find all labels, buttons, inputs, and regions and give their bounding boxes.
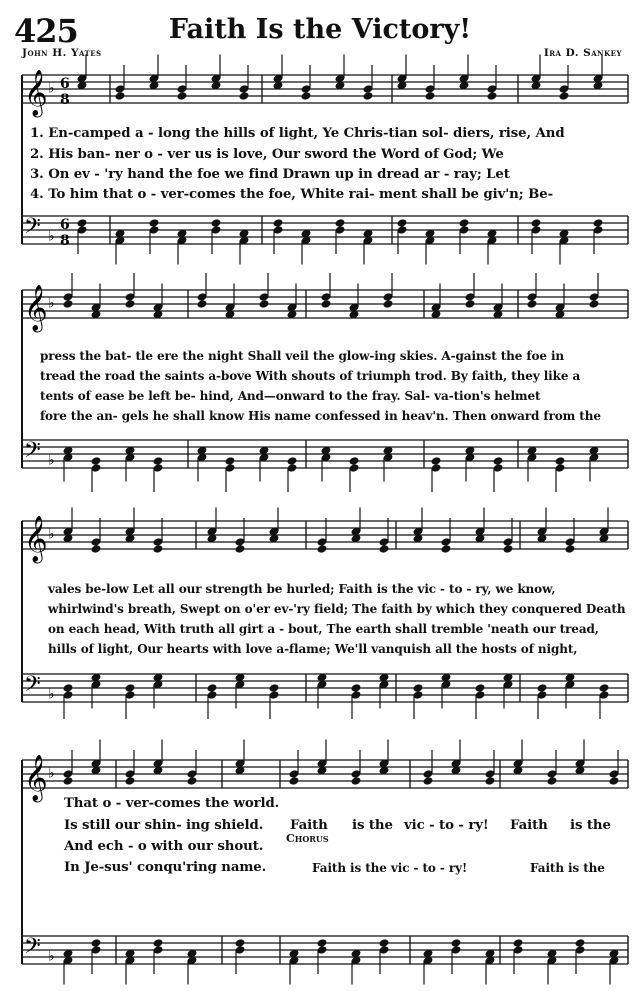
- chorus-word: Faith: [510, 818, 548, 833]
- note-head: [575, 938, 586, 948]
- note-head: [259, 299, 270, 309]
- note-head: [235, 938, 246, 948]
- flat-sign: ♭: [48, 228, 55, 245]
- lyric-line: In Je-sus' conqu'ring name.: [64, 860, 267, 875]
- note-head: [197, 299, 208, 309]
- chorus-word: Faith: [290, 818, 328, 833]
- lyric-line: Is still our shin- ing shield.: [64, 818, 264, 833]
- treble-clef: 𝄞: [24, 70, 48, 116]
- lyric-line: vales be-low Let all our strength be hurled; Faith is the vic - to - ry, we know,: [48, 582, 556, 596]
- note-head: [149, 218, 160, 228]
- note-head: [475, 683, 486, 693]
- note-head: [513, 938, 524, 948]
- note-head: [537, 683, 548, 693]
- chorus-word: is the: [352, 818, 393, 833]
- note-head: [351, 683, 362, 693]
- bass-clef: 𝄢: [24, 214, 41, 244]
- chorus-word: vic - to - ry!: [404, 818, 489, 833]
- flat-sign: ♭: [48, 526, 55, 543]
- flat-sign: ♭: [48, 295, 55, 312]
- note-head: [555, 456, 566, 466]
- note-head: [91, 938, 102, 948]
- note-head: [559, 91, 570, 101]
- lyric-line: 4. To him that o - ver-comes the foe, White rai- ment shall be giv'n; Be-: [30, 187, 553, 202]
- lyric-line: fore the an- gels he shall know His name confessed in heav'n. Then onward from the: [40, 409, 601, 423]
- note-head: [125, 683, 136, 693]
- composer-credit: Ira D. Sankey: [543, 47, 622, 59]
- note-head: [273, 218, 284, 228]
- note-head: [609, 776, 620, 786]
- lyric-line: hills of light, Our hearts with love a-flame; We'll vanquish all the hosts of night,: [48, 642, 578, 656]
- lyric-line: tread the road the saints a-bove With shouts of triumph trod. By faith, they like a: [40, 369, 581, 383]
- note-head: [351, 776, 362, 786]
- note-head: [63, 776, 74, 786]
- bass-clef: 𝄢: [24, 934, 41, 964]
- note-head: [593, 218, 604, 228]
- note-head: [177, 91, 188, 101]
- note-head: [63, 683, 74, 693]
- note-head: [321, 299, 332, 309]
- note-head: [317, 544, 328, 554]
- note-head: [301, 91, 312, 101]
- lyric-line: press the bat- tle ere the night Shall veil the glow-ing skies. A-gainst the foe in: [40, 349, 565, 363]
- note-head: [225, 456, 236, 466]
- note-head: [77, 218, 88, 228]
- note-head: [527, 299, 538, 309]
- bass-clef: 𝄢: [24, 672, 41, 702]
- note-head: [289, 776, 300, 786]
- note-head: [153, 544, 164, 554]
- chorus-word: is the: [570, 818, 611, 833]
- note-head: [91, 456, 102, 466]
- note-head: [423, 776, 434, 786]
- note-head: [547, 776, 558, 786]
- flat-sign: ♭: [48, 452, 55, 469]
- note-head: [239, 91, 250, 101]
- lyric-line: on each head, With truth all girt a - bout, The earth shall tremble 'neath our tread,: [48, 622, 599, 636]
- time-signature: 6: [60, 76, 70, 92]
- note-head: [487, 91, 498, 101]
- note-head: [211, 218, 222, 228]
- chorus-word: Faith is the: [530, 861, 605, 875]
- lyric-line: 1. En-camped a - long the hills of light, Ye Chris-tian sol- diers, rise, And: [30, 126, 565, 141]
- note-head: [125, 299, 136, 309]
- note-head: [91, 544, 102, 554]
- hymn-number: 425: [14, 12, 78, 50]
- note-head: [459, 218, 470, 228]
- lyricist-credit: John H. Yates: [22, 47, 102, 59]
- flat-sign: ♭: [48, 765, 55, 782]
- note-head: [565, 544, 576, 554]
- note-head: [531, 218, 542, 228]
- note-head: [187, 776, 198, 786]
- treble-clef: 𝄞: [24, 755, 48, 801]
- note-head: [589, 299, 600, 309]
- flat-sign: ♭: [48, 686, 55, 703]
- note-head: [379, 938, 390, 948]
- note-head: [425, 91, 436, 101]
- note-head: [485, 776, 496, 786]
- note-head: [431, 456, 442, 466]
- note-head: [441, 544, 452, 554]
- lyric-line: tents of ease be left be- hind, And—onward to the fray. Sal- va-tion's helmet: [40, 389, 541, 403]
- note-head: [363, 91, 374, 101]
- lyric-line: 3. On ev - 'ry hand the foe we find Drawn up in dread ar - ray; Let: [30, 167, 510, 182]
- time-signature: 8: [60, 92, 70, 108]
- note-head: [115, 91, 126, 101]
- time-signature: 8: [60, 233, 70, 249]
- note-head: [317, 938, 328, 948]
- lyric-line: 2. His ban- ner o - ver us is love, Our sword the Word of God; We: [30, 147, 504, 162]
- note-head: [451, 938, 462, 948]
- note-head: [153, 938, 164, 948]
- chorus-word: Faith is the vic - to - ry!: [312, 861, 468, 875]
- hymn-title: Faith Is the Victory!: [168, 14, 472, 45]
- note-head: [503, 544, 514, 554]
- note-head: [379, 544, 390, 554]
- note-head: [413, 683, 424, 693]
- lyric-line: whirlwind's breath, Swept on o'er ev-'ry field; The faith by which they conquered Death: [48, 602, 626, 616]
- flat-sign: ♭: [48, 948, 55, 965]
- note-head: [287, 456, 298, 466]
- note-head: [235, 544, 246, 554]
- bass-clef: 𝄢: [24, 438, 41, 468]
- lyric-line: And ech - o with our shout.: [64, 839, 264, 854]
- note-head: [207, 683, 218, 693]
- time-signature: 6: [60, 217, 70, 233]
- note-head: [335, 218, 346, 228]
- flat-sign: ♭: [48, 80, 55, 97]
- note-head: [349, 456, 360, 466]
- note-head: [63, 299, 74, 309]
- note-head: [599, 683, 610, 693]
- chorus-label: Chorus: [286, 832, 329, 845]
- lyric-line: That o - ver-comes the world.: [64, 796, 280, 811]
- treble-clef: 𝄞: [24, 516, 48, 562]
- note-head: [465, 299, 476, 309]
- treble-clef: 𝄞: [24, 285, 48, 331]
- note-head: [125, 776, 136, 786]
- note-head: [383, 299, 394, 309]
- note-head: [493, 456, 504, 466]
- note-head: [153, 456, 164, 466]
- note-head: [269, 683, 280, 693]
- note-head: [397, 218, 408, 228]
